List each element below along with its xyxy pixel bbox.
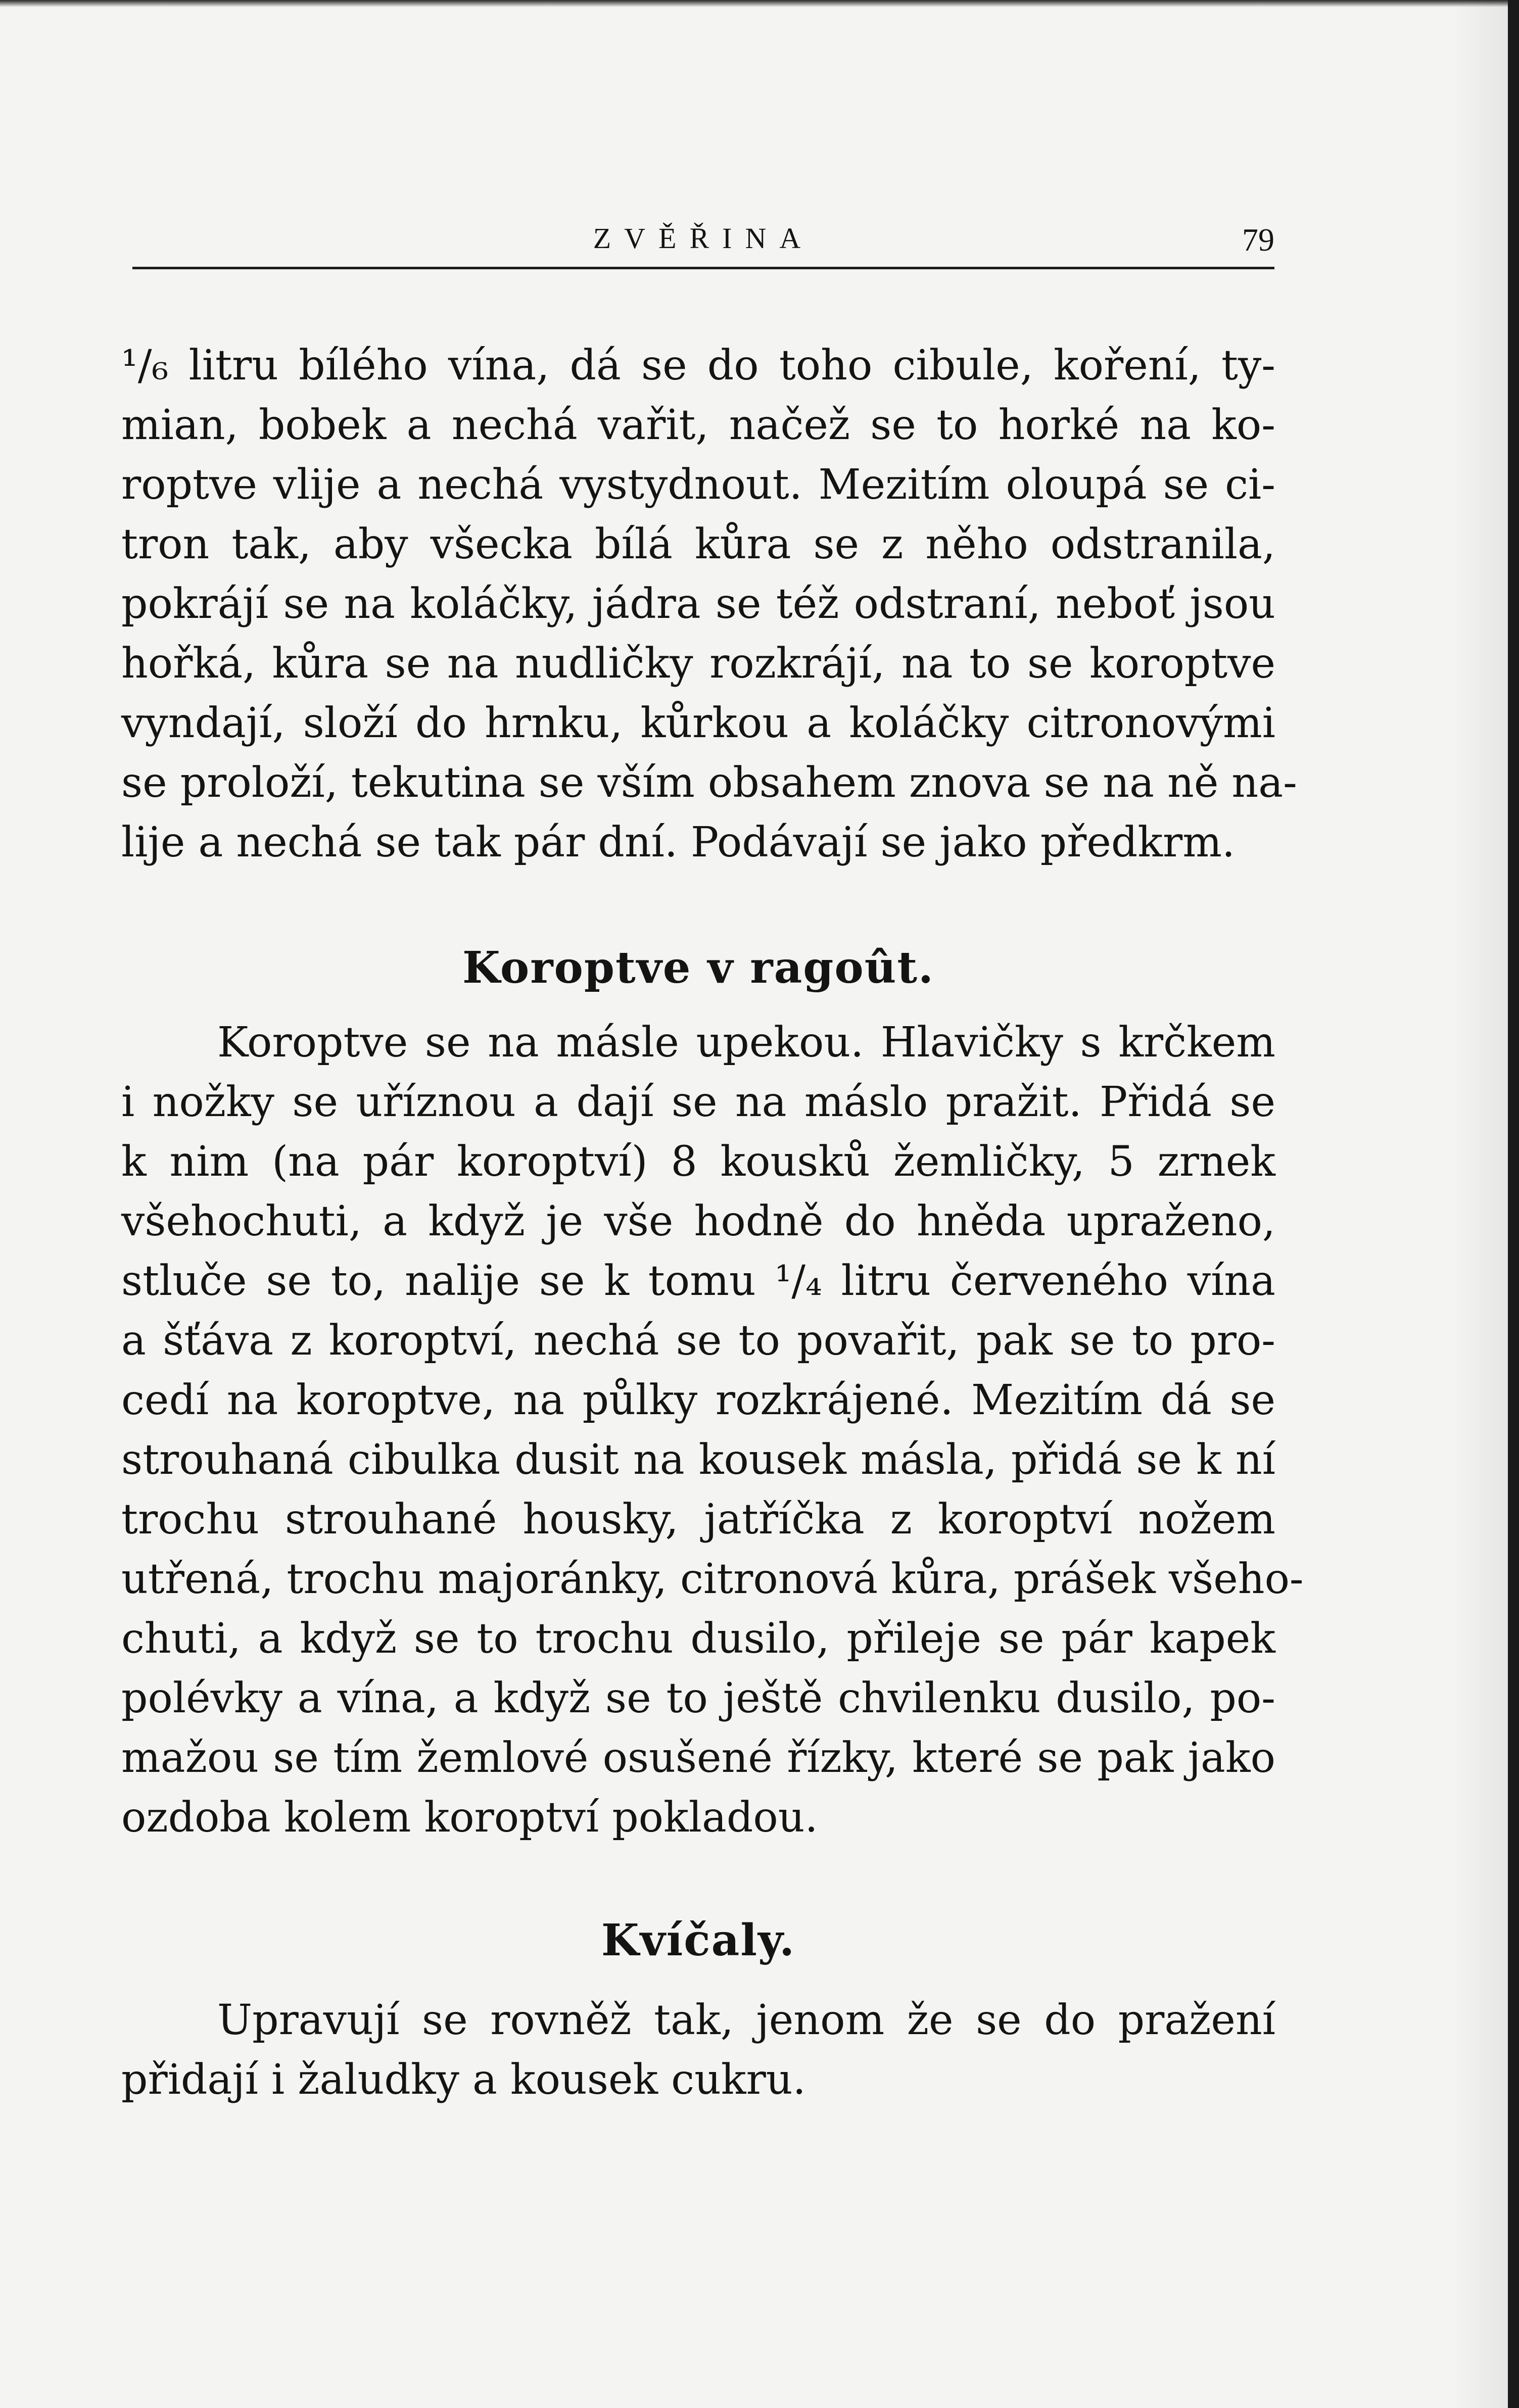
text-line: cedí na koroptve, na půlky rozkrájené. Mezitím dá se — [121, 1376, 1275, 1424]
text-line: polévky a vína, a když se to ještě chvilenku dusilo, po- — [121, 1674, 1275, 1722]
text-line: stluče se to, nalije se k tomu ¹/₄ litru červeného vína — [121, 1257, 1275, 1305]
text-line: mažou se tím žemlové osušené řízky, které se pak jako — [121, 1734, 1275, 1782]
text-line: chuti, a když se to trochu dusilo, přileje se pár kapek — [121, 1615, 1275, 1663]
text-line: strouhaná cibulka dusit na kousek másla, přidá se k ní — [121, 1436, 1275, 1484]
section-heading-koroptve: Koroptve v ragoût. — [462, 942, 934, 993]
text-line: k nim (na pár koroptví) 8 kousků žemličky, 5 zrnek — [121, 1138, 1275, 1186]
section-heading-kvicaly: Kvíčaly. — [601, 1915, 796, 1966]
paragraph-2 — [121, 1013, 1304, 1848]
page-number: 79 — [1242, 222, 1274, 258]
page-top-edge — [0, 0, 1519, 7]
text-line: ¹/₆ litru bílého vína, dá se do toho cibule, koření, ty- — [121, 342, 1275, 390]
page-right-edge — [1508, 0, 1519, 2408]
page-gutter-shadow — [1452, 0, 1508, 2408]
header-rule — [132, 267, 1274, 269]
text-line: se proloží, tekutina se vším obsahem znova se na ně na- — [121, 759, 1297, 807]
paragraph-1 — [121, 336, 1297, 873]
text-line: mian, bobek a nechá vařit, načež se to horké na ko- — [121, 401, 1275, 449]
text-line: ozdoba kolem koroptví pokladou. — [121, 1794, 818, 1842]
text-line: roptve vlije a nechá vystydnout. Mezitím oloupá se ci- — [121, 461, 1275, 509]
text-line: vyndají, složí do hrnku, kůrkou a koláčky citronovými — [121, 699, 1275, 747]
text-line: i nožky se uříznou a dají se na máslo pražit. Přidá se — [121, 1078, 1275, 1126]
running-header — [132, 221, 1274, 267]
text-line: trochu strouhané housky, jatříčka z koroptví nožem — [121, 1496, 1275, 1544]
text-line: a šťáva z koroptví, nechá se to povařit, pak se to pro- — [121, 1317, 1275, 1365]
text-line: tron tak, aby všecka bílá kůra se z něho odstranila, — [121, 520, 1275, 568]
paragraph-3 — [121, 1991, 1275, 2110]
text-line: utřená, trochu majoránky, citronová kůra, prášek všeho- — [121, 1555, 1304, 1603]
text-line: přidají i žaludky a kousek cukru. — [121, 2056, 806, 2104]
text-line: Koroptve se na másle upekou. Hlavičky s krčkem — [217, 1019, 1275, 1067]
text-line: hořká, kůra se na nudličky rozkrájí, na to se koroptve — [121, 640, 1275, 688]
text-line: všehochuti, a když je vše hodně do hněda upraženo, — [121, 1197, 1275, 1245]
chapter-title: ZVĚŘINA — [593, 222, 814, 255]
text-line: pokrájí se na koláčky, jádra se též odstraní, neboť jsou — [121, 580, 1275, 628]
text-line: Upravují se rovněž tak, jenom že se do pražení — [217, 1996, 1275, 2044]
text-line: lije a nechá se tak pár dní. Podávají se jako předkrm. — [121, 818, 1236, 866]
